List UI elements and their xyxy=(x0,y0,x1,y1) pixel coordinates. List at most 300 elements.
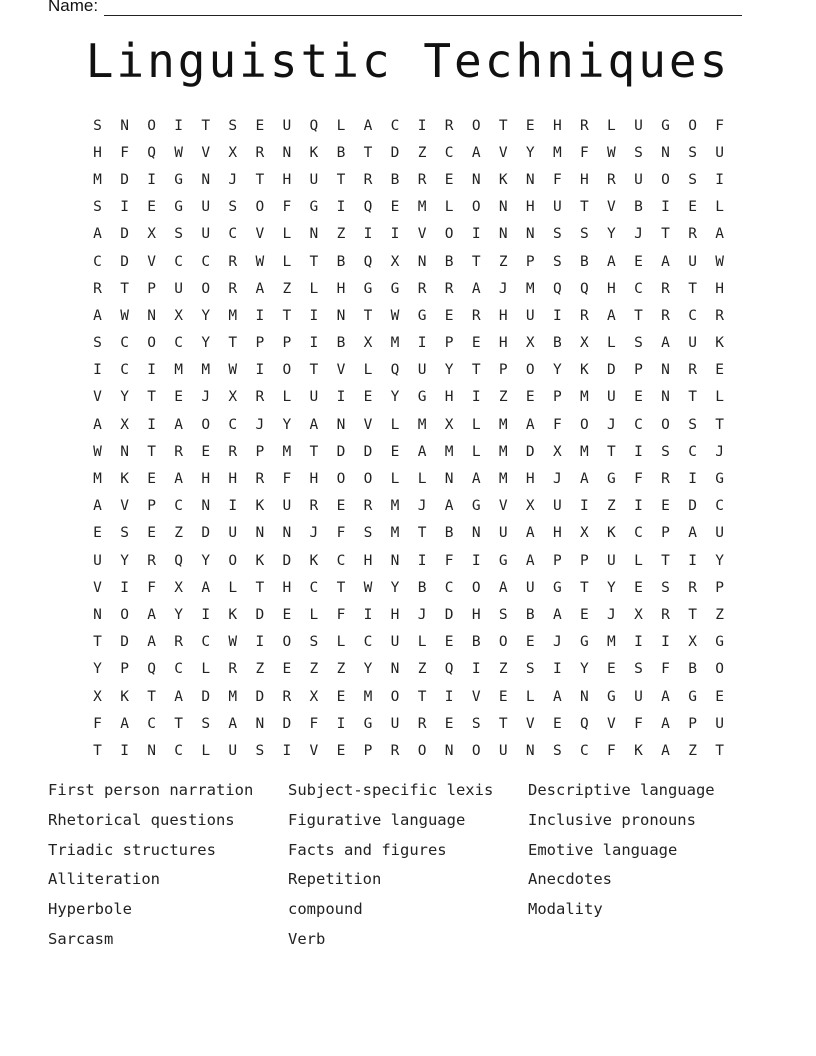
grid-letter[interactable]: D xyxy=(120,253,129,270)
grid-letter[interactable]: Y xyxy=(552,362,562,379)
grid-letter[interactable]: R xyxy=(471,307,481,324)
grid-letter[interactable]: W xyxy=(93,443,102,460)
grid-letter[interactable]: R xyxy=(174,443,184,460)
grid-letter[interactable]: M xyxy=(552,144,562,161)
grid-letter[interactable]: X xyxy=(390,253,400,270)
grid-letter[interactable]: H xyxy=(715,280,724,297)
grid-letter[interactable]: P xyxy=(120,661,129,678)
grid-letter[interactable]: U xyxy=(390,715,400,732)
grid-letter[interactable]: F xyxy=(661,661,670,678)
grid-letter[interactable]: F xyxy=(147,579,156,596)
grid-letter[interactable]: Y xyxy=(390,579,400,596)
grid-letter[interactable]: F xyxy=(444,552,454,569)
grid-letter[interactable]: B xyxy=(336,253,346,270)
grid-letter[interactable]: D xyxy=(688,498,697,515)
grid-letter[interactable]: A xyxy=(607,307,616,324)
grid-letter[interactable]: M xyxy=(93,171,102,188)
grid-letter[interactable]: T xyxy=(201,117,211,134)
grid-letter[interactable]: S xyxy=(498,606,508,623)
grid-letter[interactable]: I xyxy=(715,171,724,188)
grid-letter[interactable]: R xyxy=(715,307,724,324)
grid-letter[interactable]: U xyxy=(390,634,400,651)
grid-letter[interactable]: P xyxy=(255,335,265,352)
grid-letter[interactable]: U xyxy=(607,389,616,406)
grid-letter[interactable]: F xyxy=(634,471,643,488)
grid-letter[interactable]: I xyxy=(471,552,481,569)
grid-letter[interactable]: A xyxy=(525,552,535,569)
grid-letter[interactable]: M xyxy=(363,688,373,705)
grid-letter[interactable]: U xyxy=(715,144,724,161)
grid-letter[interactable]: A xyxy=(715,226,724,243)
grid-letter[interactable]: A xyxy=(174,688,184,705)
grid-letter[interactable]: T xyxy=(363,307,373,324)
grid-letter[interactable]: I xyxy=(282,742,292,759)
grid-letter[interactable]: V xyxy=(336,362,346,379)
grid-letter[interactable]: L xyxy=(444,199,454,216)
grid-letter[interactable]: T xyxy=(120,280,129,297)
grid-letter[interactable]: S xyxy=(228,199,238,216)
grid-letter[interactable]: J xyxy=(607,416,616,433)
grid-letter[interactable]: A xyxy=(147,606,156,623)
grid-letter[interactable]: T xyxy=(688,280,697,297)
grid-letter[interactable]: I xyxy=(688,471,697,488)
grid-letter[interactable]: A xyxy=(147,634,156,651)
grid-letter[interactable]: X xyxy=(580,335,589,352)
grid-letter[interactable]: Y xyxy=(715,552,724,569)
grid-letter[interactable]: C xyxy=(688,307,697,324)
grid-letter[interactable]: M xyxy=(390,498,400,515)
grid-letter[interactable]: N xyxy=(147,742,156,759)
grid-letter[interactable]: Q xyxy=(390,362,400,379)
grid-letter[interactable]: Q xyxy=(552,280,562,297)
grid-letter[interactable]: K xyxy=(120,688,129,705)
grid-letter[interactable]: S xyxy=(634,335,643,352)
grid-letter[interactable]: U xyxy=(715,715,724,732)
grid-letter[interactable]: O xyxy=(120,606,129,623)
grid-letter[interactable]: T xyxy=(93,742,102,759)
grid-letter[interactable]: D xyxy=(444,606,454,623)
grid-letter[interactable]: S xyxy=(634,661,643,678)
grid-letter[interactable]: C xyxy=(174,335,184,352)
grid-letter[interactable]: I xyxy=(120,742,129,759)
grid-letter[interactable]: U xyxy=(282,498,292,515)
grid-letter[interactable]: A xyxy=(228,715,238,732)
grid-letter[interactable]: C xyxy=(174,661,184,678)
grid-letter[interactable]: E xyxy=(282,661,292,678)
grid-letter[interactable]: T xyxy=(634,307,643,324)
grid-letter[interactable]: E xyxy=(715,362,724,379)
grid-letter[interactable]: X xyxy=(147,226,156,243)
grid-letter[interactable]: P xyxy=(255,443,265,460)
grid-letter[interactable]: U xyxy=(552,498,562,515)
grid-letter[interactable]: N xyxy=(390,552,400,569)
grid-letter[interactable]: R xyxy=(444,280,454,297)
grid-letter[interactable]: I xyxy=(147,362,156,379)
grid-letter[interactable]: S xyxy=(525,661,535,678)
grid-letter[interactable]: X xyxy=(525,335,535,352)
grid-letter[interactable]: U xyxy=(228,525,238,542)
grid-letter[interactable]: T xyxy=(498,715,508,732)
grid-letter[interactable]: H xyxy=(525,471,535,488)
grid-letter[interactable]: Z xyxy=(417,144,427,161)
grid-letter[interactable]: K xyxy=(120,471,129,488)
grid-letter[interactable]: N xyxy=(661,389,670,406)
grid-letter[interactable]: S xyxy=(228,117,238,134)
grid-letter[interactable]: D xyxy=(282,552,292,569)
grid-letter[interactable]: U xyxy=(634,171,643,188)
grid-letter[interactable]: Y xyxy=(201,307,211,324)
grid-letter[interactable]: M xyxy=(607,634,616,651)
grid-letter[interactable]: I xyxy=(552,661,562,678)
grid-letter[interactable]: T xyxy=(93,634,102,651)
grid-letter[interactable]: M xyxy=(417,416,427,433)
grid-letter[interactable]: R xyxy=(363,498,373,515)
grid-letter[interactable]: X xyxy=(228,389,238,406)
grid-letter[interactable]: S xyxy=(552,226,562,243)
grid-letter[interactable]: D xyxy=(390,144,400,161)
grid-letter[interactable]: N xyxy=(580,688,589,705)
grid-letter[interactable]: V xyxy=(607,715,616,732)
grid-letter[interactable]: U xyxy=(228,742,238,759)
grid-letter[interactable]: L xyxy=(417,471,427,488)
grid-letter[interactable]: I xyxy=(255,362,265,379)
grid-letter[interactable]: G xyxy=(417,389,427,406)
grid-letter[interactable]: G xyxy=(309,199,319,216)
grid-letter[interactable]: E xyxy=(444,307,454,324)
grid-letter[interactable]: L xyxy=(715,199,724,216)
grid-letter[interactable]: S xyxy=(688,171,697,188)
grid-letter[interactable]: X xyxy=(174,579,184,596)
grid-letter[interactable]: Y xyxy=(607,226,616,243)
grid-letter[interactable]: Q xyxy=(363,199,373,216)
grid-letter[interactable]: M xyxy=(282,443,292,460)
grid-letter[interactable]: O xyxy=(228,552,238,569)
grid-letter[interactable]: P xyxy=(661,525,670,542)
grid-letter[interactable]: D xyxy=(120,171,129,188)
grid-letter[interactable]: J xyxy=(255,416,265,433)
grid-letter[interactable]: U xyxy=(552,199,562,216)
grid-letter[interactable]: F xyxy=(336,525,346,542)
grid-letter[interactable]: N xyxy=(417,253,427,270)
grid-letter[interactable]: I xyxy=(120,579,129,596)
grid-letter[interactable]: G xyxy=(607,688,616,705)
grid-letter[interactable]: G xyxy=(498,552,508,569)
grid-letter[interactable]: W xyxy=(228,362,238,379)
grid-letter[interactable]: C xyxy=(580,742,589,759)
grid-letter[interactable]: E xyxy=(255,117,265,134)
grid-letter[interactable]: O xyxy=(661,416,670,433)
grid-letter[interactable]: B xyxy=(552,335,562,352)
grid-letter[interactable]: E xyxy=(444,634,454,651)
grid-letter[interactable]: Z xyxy=(688,742,697,759)
grid-letter[interactable]: E xyxy=(715,688,724,705)
grid-letter[interactable]: I xyxy=(363,606,373,623)
grid-letter[interactable]: I xyxy=(201,606,211,623)
grid-letter[interactable]: A xyxy=(471,144,481,161)
grid-letter[interactable]: I xyxy=(661,199,670,216)
grid-letter[interactable]: F xyxy=(580,144,589,161)
grid-letter[interactable]: Z xyxy=(715,606,724,623)
grid-letter[interactable]: C xyxy=(363,634,373,651)
grid-letter[interactable]: A xyxy=(661,742,670,759)
grid-letter[interactable]: I xyxy=(634,634,643,651)
grid-letter[interactable]: A xyxy=(580,471,589,488)
grid-letter[interactable]: T xyxy=(336,171,346,188)
grid-letter[interactable]: I xyxy=(417,552,427,569)
grid-letter[interactable]: A xyxy=(417,443,427,460)
grid-letter[interactable]: S xyxy=(201,715,211,732)
grid-letter[interactable]: U xyxy=(309,389,319,406)
grid-letter[interactable]: B xyxy=(580,253,589,270)
grid-letter[interactable]: O xyxy=(417,742,427,759)
grid-letter[interactable]: H xyxy=(282,579,292,596)
grid-letter[interactable]: M xyxy=(417,199,427,216)
grid-letter[interactable]: E xyxy=(688,199,697,216)
grid-letter[interactable]: X xyxy=(174,307,184,324)
grid-letter[interactable]: Y xyxy=(444,362,454,379)
grid-letter[interactable]: A xyxy=(93,416,102,433)
grid-letter[interactable]: Q xyxy=(147,661,156,678)
grid-letter[interactable]: G xyxy=(471,498,481,515)
grid-letter[interactable]: O xyxy=(147,117,156,134)
grid-letter[interactable]: J xyxy=(201,389,211,406)
grid-letter[interactable]: Y xyxy=(93,661,102,678)
grid-letter[interactable]: T xyxy=(580,199,589,216)
grid-letter[interactable]: E xyxy=(282,606,292,623)
grid-letter[interactable]: M xyxy=(580,443,589,460)
grid-letter[interactable]: W xyxy=(715,253,724,270)
grid-letter[interactable]: W xyxy=(363,579,373,596)
grid-letter[interactable]: A xyxy=(363,117,373,134)
grid-letter[interactable]: G xyxy=(363,715,373,732)
grid-letter[interactable]: P xyxy=(147,498,156,515)
grid-letter[interactable]: Y xyxy=(201,552,211,569)
grid-letter[interactable]: Q xyxy=(580,280,589,297)
grid-letter[interactable]: N xyxy=(255,525,265,542)
grid-letter[interactable]: Z xyxy=(498,389,508,406)
grid-letter[interactable]: D xyxy=(120,634,129,651)
grid-letter[interactable]: L xyxy=(607,335,616,352)
grid-letter[interactable]: R xyxy=(147,552,156,569)
grid-letter[interactable]: L xyxy=(634,552,643,569)
grid-letter[interactable]: E xyxy=(444,171,454,188)
grid-letter[interactable]: R xyxy=(255,471,265,488)
grid-letter[interactable]: A xyxy=(471,471,481,488)
grid-letter[interactable]: Q xyxy=(147,144,156,161)
grid-letter[interactable]: Z xyxy=(417,661,427,678)
grid-letter[interactable]: H xyxy=(498,307,508,324)
grid-letter[interactable]: D xyxy=(255,606,265,623)
grid-letter[interactable]: Z xyxy=(336,661,346,678)
grid-letter[interactable]: Q xyxy=(580,715,589,732)
grid-letter[interactable]: A xyxy=(309,416,319,433)
grid-letter[interactable]: F xyxy=(715,117,724,134)
grid-letter[interactable]: W xyxy=(390,307,400,324)
grid-letter[interactable]: T xyxy=(147,443,156,460)
grid-letter[interactable]: S xyxy=(634,144,643,161)
grid-letter[interactable]: R xyxy=(228,253,238,270)
grid-letter[interactable]: H xyxy=(363,552,373,569)
grid-letter[interactable]: D xyxy=(607,362,616,379)
grid-letter[interactable]: O xyxy=(255,199,265,216)
grid-letter[interactable]: D xyxy=(120,226,129,243)
grid-letter[interactable]: I xyxy=(309,335,319,352)
grid-letter[interactable]: X xyxy=(228,144,238,161)
grid-letter[interactable]: C xyxy=(634,280,643,297)
grid-letter[interactable]: C xyxy=(444,144,454,161)
grid-letter[interactable]: V xyxy=(471,688,481,705)
grid-letter[interactable]: T xyxy=(228,335,238,352)
grid-letter[interactable]: H xyxy=(390,606,400,623)
grid-letter[interactable]: L xyxy=(471,443,481,460)
grid-letter[interactable]: C xyxy=(174,498,184,515)
grid-letter[interactable]: I xyxy=(147,416,156,433)
grid-letter[interactable]: Y xyxy=(390,389,400,406)
grid-letter[interactable]: J xyxy=(417,498,427,515)
grid-letter[interactable]: O xyxy=(471,579,481,596)
grid-letter[interactable]: R xyxy=(174,634,184,651)
grid-letter[interactable]: X xyxy=(634,606,643,623)
grid-letter[interactable]: N xyxy=(93,606,102,623)
grid-letter[interactable]: T xyxy=(255,579,265,596)
grid-letter[interactable]: N xyxy=(201,498,211,515)
grid-letter[interactable]: T xyxy=(688,606,697,623)
grid-letter[interactable]: J xyxy=(228,171,238,188)
grid-letter[interactable]: H xyxy=(444,389,454,406)
grid-letter[interactable]: I xyxy=(417,335,427,352)
grid-letter[interactable]: N xyxy=(390,661,400,678)
grid-letter[interactable]: Q xyxy=(174,552,184,569)
grid-letter[interactable]: U xyxy=(201,226,211,243)
grid-letter[interactable]: A xyxy=(607,253,616,270)
grid-letter[interactable]: Z xyxy=(607,498,616,515)
grid-letter[interactable]: J xyxy=(552,471,562,488)
grid-letter[interactable]: X xyxy=(309,688,319,705)
grid-letter[interactable]: K xyxy=(580,362,589,379)
grid-letter[interactable]: R xyxy=(661,471,670,488)
grid-letter[interactable]: E xyxy=(390,199,400,216)
grid-letter[interactable]: V xyxy=(93,579,102,596)
grid-letter[interactable]: T xyxy=(336,579,346,596)
grid-letter[interactable]: R xyxy=(688,362,697,379)
grid-letter[interactable]: N xyxy=(471,525,481,542)
grid-letter[interactable]: Z xyxy=(309,661,319,678)
grid-letter[interactable]: R xyxy=(228,280,238,297)
grid-letter[interactable]: B xyxy=(336,335,346,352)
grid-letter[interactable]: H xyxy=(580,171,589,188)
grid-letter[interactable]: O xyxy=(688,117,697,134)
grid-letter[interactable]: T xyxy=(607,443,616,460)
grid-letter[interactable]: I xyxy=(390,226,400,243)
grid-letter[interactable]: G xyxy=(688,688,697,705)
grid-letter[interactable]: N xyxy=(498,199,508,216)
grid-letter[interactable]: O xyxy=(498,634,508,651)
grid-letter[interactable]: Z xyxy=(498,253,508,270)
grid-letter[interactable]: O xyxy=(147,335,156,352)
grid-letter[interactable]: S xyxy=(552,253,562,270)
grid-letter[interactable]: Y xyxy=(282,416,292,433)
grid-letter[interactable]: I xyxy=(336,199,346,216)
grid-letter[interactable]: N xyxy=(309,226,319,243)
grid-letter[interactable]: L xyxy=(336,117,346,134)
grid-letter[interactable]: T xyxy=(688,389,697,406)
grid-letter[interactable]: D xyxy=(201,688,211,705)
grid-letter[interactable]: B xyxy=(444,525,454,542)
grid-letter[interactable]: E xyxy=(147,199,156,216)
grid-letter[interactable]: M xyxy=(498,471,508,488)
grid-letter[interactable]: U xyxy=(282,117,292,134)
grid-letter[interactable]: E xyxy=(336,498,346,515)
grid-letter[interactable]: I xyxy=(552,307,562,324)
grid-letter[interactable]: D xyxy=(525,443,535,460)
grid-letter[interactable]: E xyxy=(336,688,346,705)
grid-letter[interactable]: G xyxy=(580,634,589,651)
grid-letter[interactable]: E xyxy=(634,389,643,406)
grid-letter[interactable]: U xyxy=(174,280,184,297)
grid-letter[interactable]: G xyxy=(174,199,184,216)
grid-letter[interactable]: C xyxy=(93,253,102,270)
grid-letter[interactable]: F xyxy=(552,416,562,433)
grid-letter[interactable]: G xyxy=(174,171,184,188)
grid-letter[interactable]: U xyxy=(525,579,535,596)
grid-letter[interactable]: R xyxy=(580,117,589,134)
grid-letter[interactable]: E xyxy=(444,715,454,732)
grid-letter[interactable]: E xyxy=(525,117,535,134)
grid-letter[interactable]: C xyxy=(390,117,400,134)
grid-letter[interactable]: E xyxy=(498,688,508,705)
grid-letter[interactable]: V xyxy=(255,226,265,243)
grid-letter[interactable]: R xyxy=(93,280,102,297)
grid-letter[interactable]: N xyxy=(336,416,346,433)
grid-letter[interactable]: U xyxy=(309,171,319,188)
grid-letter[interactable]: T xyxy=(715,416,724,433)
grid-letter[interactable]: Y xyxy=(525,144,535,161)
grid-letter[interactable]: U xyxy=(93,552,102,569)
grid-letter[interactable]: C xyxy=(201,634,211,651)
grid-letter[interactable]: Y xyxy=(174,606,184,623)
grid-letter[interactable]: O xyxy=(363,471,373,488)
grid-letter[interactable]: Q xyxy=(309,117,319,134)
grid-letter[interactable]: R xyxy=(309,498,319,515)
grid-letter[interactable]: O xyxy=(580,416,589,433)
grid-letter[interactable]: L xyxy=(390,416,400,433)
grid-letter[interactable]: A xyxy=(93,307,102,324)
grid-letter[interactable]: T xyxy=(309,362,319,379)
grid-letter[interactable]: U xyxy=(715,525,724,542)
grid-letter[interactable]: K xyxy=(309,552,319,569)
grid-letter[interactable]: N xyxy=(282,525,292,542)
grid-letter[interactable]: U xyxy=(634,117,643,134)
grid-letter[interactable]: D xyxy=(201,525,211,542)
grid-letter[interactable]: F xyxy=(336,606,346,623)
grid-letter[interactable]: R xyxy=(607,171,616,188)
grid-letter[interactable]: R xyxy=(688,579,697,596)
grid-letter[interactable]: I xyxy=(228,498,238,515)
grid-letter[interactable]: B xyxy=(444,253,454,270)
grid-letter[interactable]: I xyxy=(255,307,265,324)
grid-letter[interactable]: A xyxy=(120,715,129,732)
grid-letter[interactable]: E xyxy=(607,661,616,678)
grid-letter[interactable]: V xyxy=(417,226,427,243)
grid-letter[interactable]: I xyxy=(688,552,697,569)
grid-letter[interactable]: W xyxy=(174,144,184,161)
grid-letter[interactable]: T xyxy=(715,742,724,759)
grid-letter[interactable]: U xyxy=(634,688,643,705)
grid-letter[interactable]: Y xyxy=(363,661,373,678)
grid-letter[interactable]: V xyxy=(525,715,535,732)
grid-letter[interactable]: T xyxy=(363,144,373,161)
grid-letter[interactable]: L xyxy=(201,742,211,759)
